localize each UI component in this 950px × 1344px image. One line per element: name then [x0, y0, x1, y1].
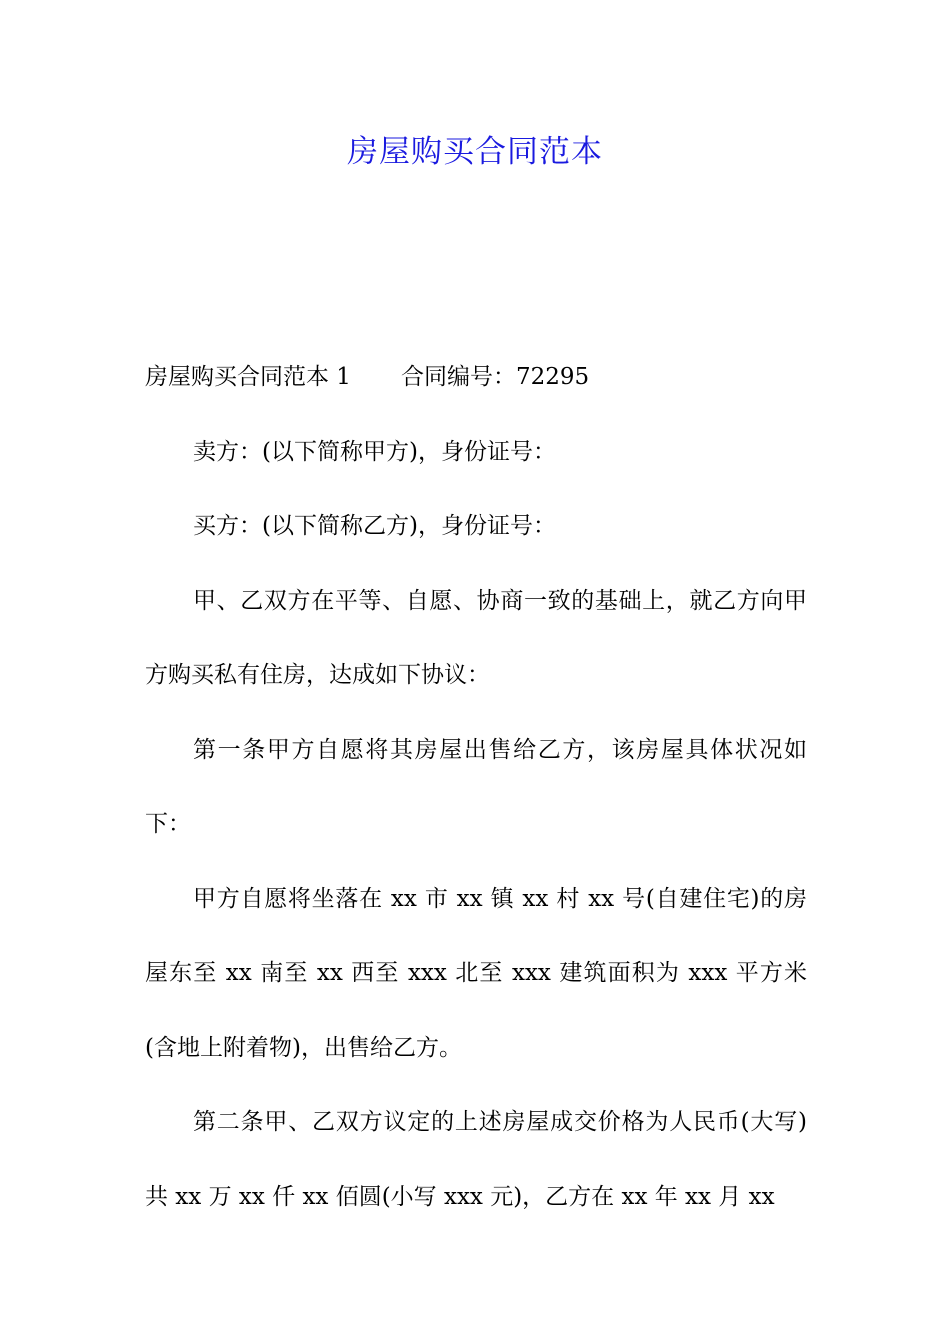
buyer-line: 买方：(以下简称乙方)，身份证号：	[193, 513, 556, 539]
contract-title-number: 房屋购买合同范本 1	[145, 364, 351, 390]
agreement-preamble: 甲、乙双方在平等、自愿、协商一致的基础上，就乙方向甲方购买私有住房，达成如下协议：	[145, 587, 807, 688]
document-body	[145, 340, 807, 1234]
article-1-detail: 甲方自愿将坐落在 xx 市 xx 镇 xx 村 xx 号(自建住宅)的房屋东至 xx 南至 xx 西至 xxx 北至 xxx 建筑面积为 xxx 平方米(含地上附着物)，出售给乙方。	[145, 885, 807, 1061]
contract-number: 合同编号：72295	[400, 364, 590, 390]
article-1: 第一条甲方自愿将其房屋出售给乙方，该房屋具体状况如下：	[145, 736, 807, 837]
seller-line: 卖方：(以下简称甲方)，身份证号：	[193, 438, 556, 465]
article-2: 第二条甲、乙双方议定的上述房屋成交价格为人民币(大写)共 xx 万 xx 仟 xx 佰圆(小写 xxx 元)，乙方在 xx 年 xx 月 xx	[145, 1109, 807, 1210]
document-title: 房屋购买合同范本	[347, 134, 603, 170]
contract-header-line	[145, 340, 807, 415]
